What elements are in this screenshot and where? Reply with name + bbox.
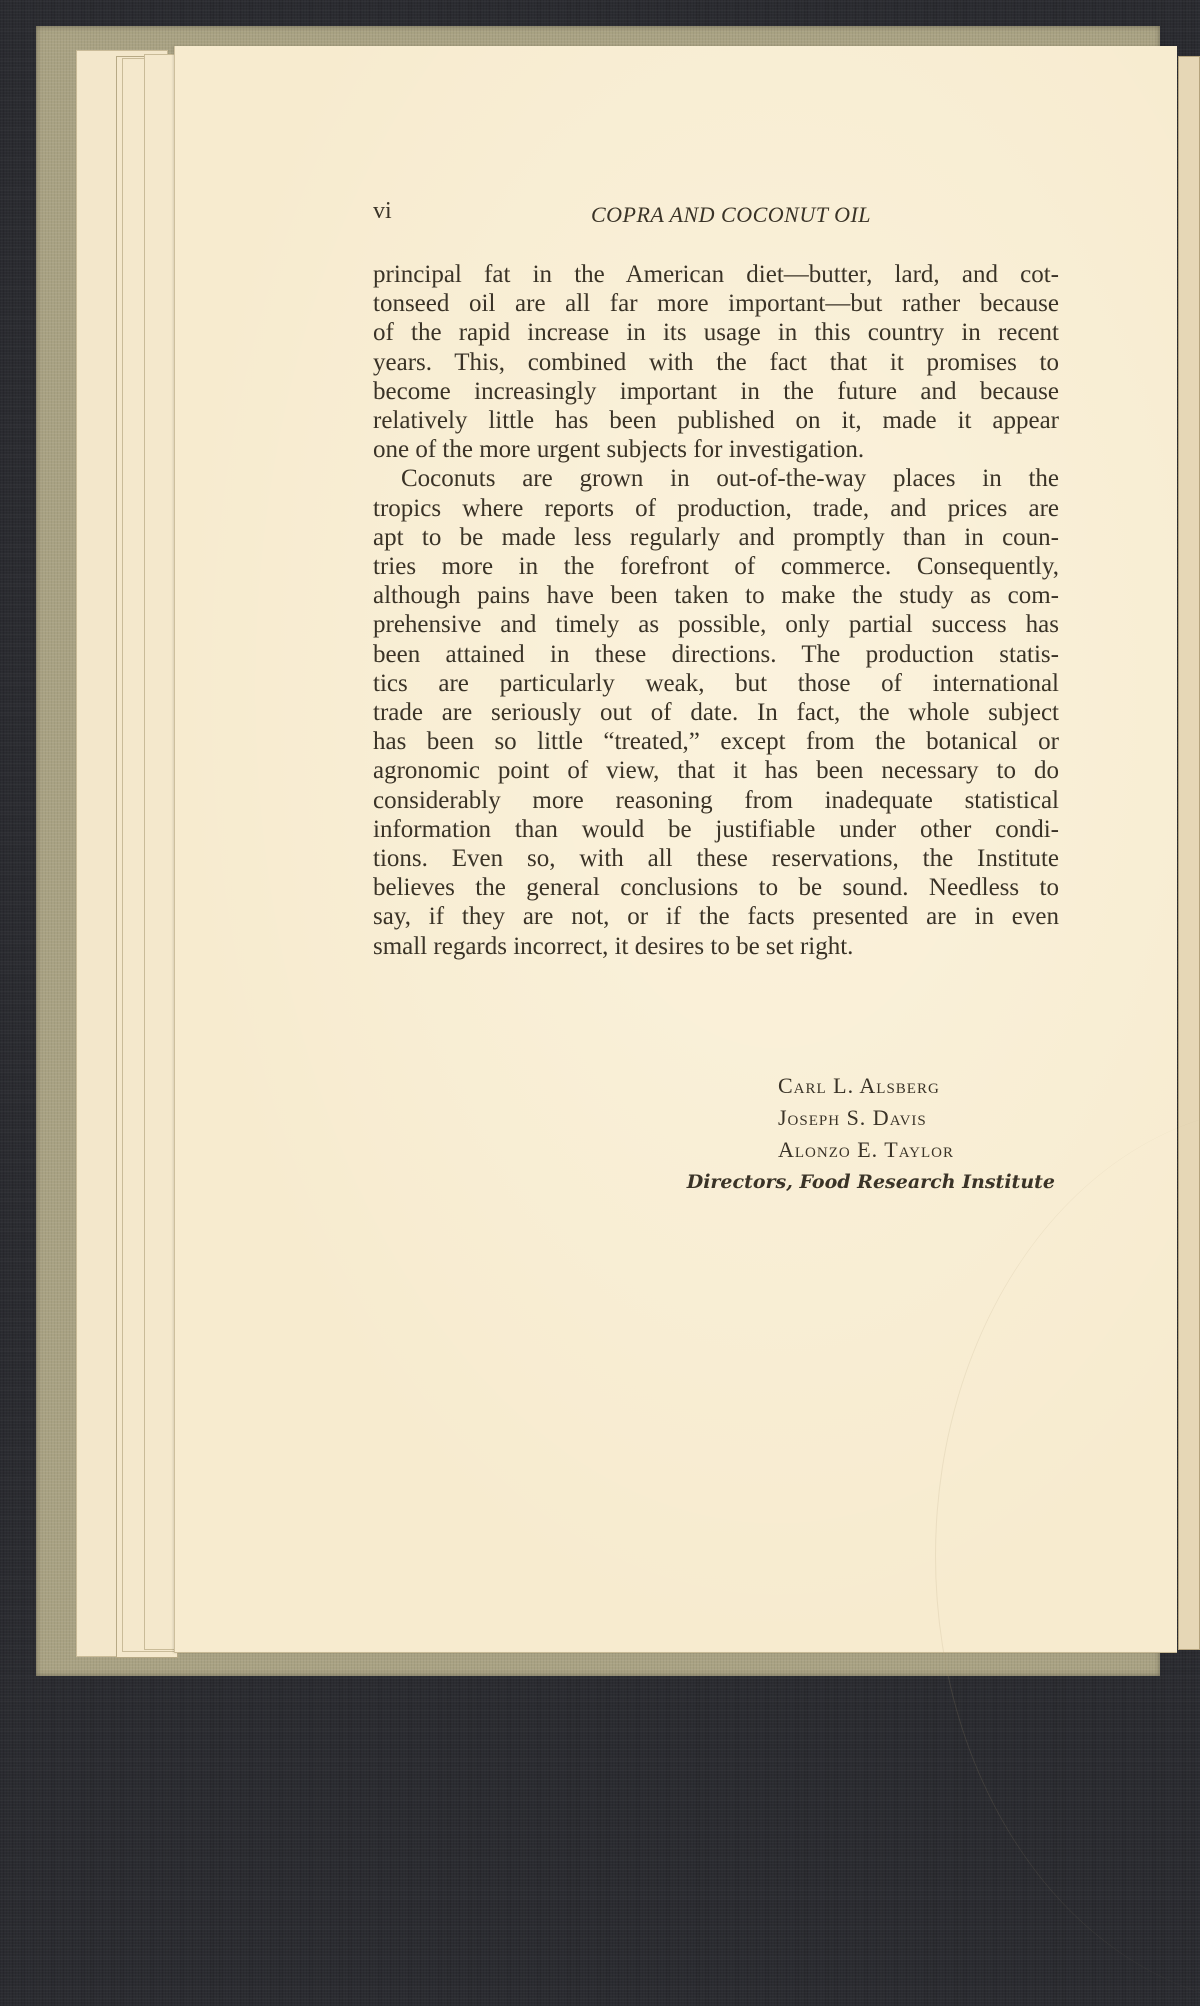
book-page (174, 46, 1177, 1653)
paragraph (373, 464, 1059, 960)
signature-block (373, 1070, 1059, 1198)
text-line: has been so little “treated,” except from the botanical or (373, 728, 1059, 756)
text-line: apt to be made less regularly and promptly than in coun- (373, 523, 1059, 551)
body-text (373, 260, 1059, 961)
signatory-name: Carl L. Alsberg (778, 1073, 940, 1098)
text-line: one of the more urgent subjects for investigation. (373, 436, 865, 464)
text-line: principal fat in the American diet—butter, lard, and cot- (373, 261, 1059, 288)
text-line: although pains have been taken to make the study as com- (373, 582, 1059, 610)
water-stain (935, 1106, 1200, 2006)
text-line: considerably more reasoning from inadequate statistical (373, 786, 1059, 814)
text-line: trade are seriously out of date. In fact, the whole subject (373, 699, 1059, 727)
signatory-name: Joseph S. Davis (778, 1105, 927, 1130)
text-line: small regards incorrect, it desires to be set right. (373, 932, 854, 960)
running-title: COPRA AND COCONUT OIL (590, 202, 872, 227)
text-line: tions. Even so, with all these reservations, the Institute (373, 845, 1059, 873)
text-line: of the rapid increase in its usage in this country in recent (373, 319, 1059, 347)
text-line: agronomic point of view, that it has been necessary to do (373, 757, 1059, 785)
text-line: years. This, combined with the fact that it promises to (373, 348, 1059, 376)
text-line: believes the general conclusions to be sound. Needless to (373, 874, 1059, 902)
text-line: relatively little has been published on it, made it appear (373, 407, 1059, 435)
paragraph (373, 260, 1059, 464)
text-line: tics are particularly weak, but those of international (373, 669, 1059, 697)
text-line: prehensive and timely as possible, only partial success has (373, 611, 1059, 639)
text-line: been attained in these directions. The production statis- (373, 640, 1059, 668)
text-line: information than would be justifiable under other condi- (373, 815, 1059, 843)
text-line: become increasingly important in the future and because (373, 377, 1059, 405)
running-head (373, 198, 1059, 228)
signatory-name: Alonzo E. Taylor (778, 1137, 954, 1162)
signatory-role: Directors, Food Research Institute (686, 1171, 1055, 1193)
text-line: tonseed oil are all far more important—but rather because (373, 290, 1059, 318)
page-number: vi (373, 198, 392, 224)
text-line: tries more in the forefront of commerce. Consequently, (373, 553, 1059, 581)
text-line: Coconuts are grown in out-of-the-way places in the (401, 465, 1059, 493)
text-line: tropics where reports of production, trade, and prices are (373, 494, 1059, 522)
text-line: say, if they are not, or if the facts presented are in even (373, 903, 1059, 931)
